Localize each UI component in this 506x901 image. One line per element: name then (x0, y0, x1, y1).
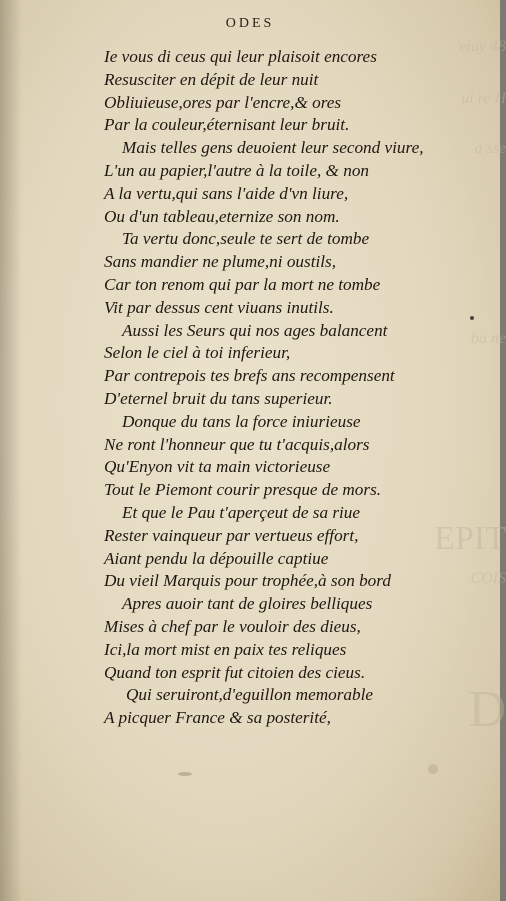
verse-line: Ta vertu donc,seule te sert de tombe (122, 229, 370, 249)
verse-line: Resusciter en dépit de leur nuit (104, 69, 319, 89)
verse-line: L'un au papier,l'autre à la toile, & non (104, 160, 370, 180)
show-through-text: EPIT (434, 520, 506, 557)
ink-dot (470, 316, 474, 320)
verse-line: Ou d'un tableau,eternize son nom. (104, 206, 340, 226)
show-through-text: COIS (470, 570, 506, 587)
verse-line: Selon le ciel à toi inferieur, (104, 343, 291, 363)
poem-text (104, 46, 424, 730)
verse-line: Rester vainqueur par vertueus effort, (104, 525, 359, 545)
verse-line: Obliuieuse,ores par l'encre,& ores (104, 92, 342, 112)
verse-line: Ie vous di ceus qui leur plaisoit encores (104, 47, 377, 66)
verse-line: Sans mandier ne plume,ni oustils, (104, 252, 337, 272)
verse-line: Quand ton esprit fut citoien des cieus. (104, 662, 366, 682)
verse-line: Ici,la mort mist en paix tes reliques (104, 639, 347, 659)
gutter-shadow (0, 0, 22, 901)
show-through-text: ba ne (470, 330, 506, 347)
verse-line: Ne ront l'honneur que tu t'acquis,alors (104, 434, 370, 454)
show-through-text: D (468, 681, 506, 738)
verse-line: Qui seruiront,d'eguillon memorable (126, 685, 373, 705)
verse-line: Car ton renom qui par la mort ne tombe (104, 274, 381, 294)
verse-line: Du vieil Marquis pour trophée,à son bord (104, 571, 391, 591)
verse-line: Aussi les Seurs qui nos ages balancent (122, 320, 388, 340)
ink-blot (178, 772, 192, 776)
running-head: ODES (225, 16, 275, 31)
verse-line: A la vertu,qui sans l'aide d'vn liure, (104, 183, 349, 203)
verse-line: A picquer France & sa posterité, (104, 708, 331, 728)
verse-line: Mais telles gens deuoient leur second viure, (122, 138, 424, 158)
verse-line: Vit par dessus cent viuans inutils. (104, 297, 334, 317)
verse-line: Aiant pendu la dépouille captiue (104, 548, 329, 568)
verse-line: Par la couleur,éternisant leur bruit. (104, 115, 350, 135)
show-through-text: ui re H (461, 90, 506, 107)
show-through-text: eiuy 48 (459, 38, 506, 55)
stain (428, 764, 438, 774)
show-through-text: a sse (474, 140, 506, 157)
verse-line: Mises à chef par le vouloir des dieus, (104, 616, 361, 636)
verse-line: Et que le Pau t'aperçeut de sa riue (122, 502, 361, 522)
verse-line: Tout le Piemont courir presque de mors. (104, 480, 382, 500)
verse-line: D'eternel bruit du tans superieur. (104, 388, 333, 408)
verse-line: Qu'Enyon vit ta main victorieuse (104, 457, 331, 477)
verse-line: Apres auoir tant de gloires belliques (122, 594, 373, 614)
verse-line: Donque du tans la force iniurieuse (122, 411, 361, 431)
verse-line: Par contrepois tes brefs ans recompensent (104, 366, 395, 386)
